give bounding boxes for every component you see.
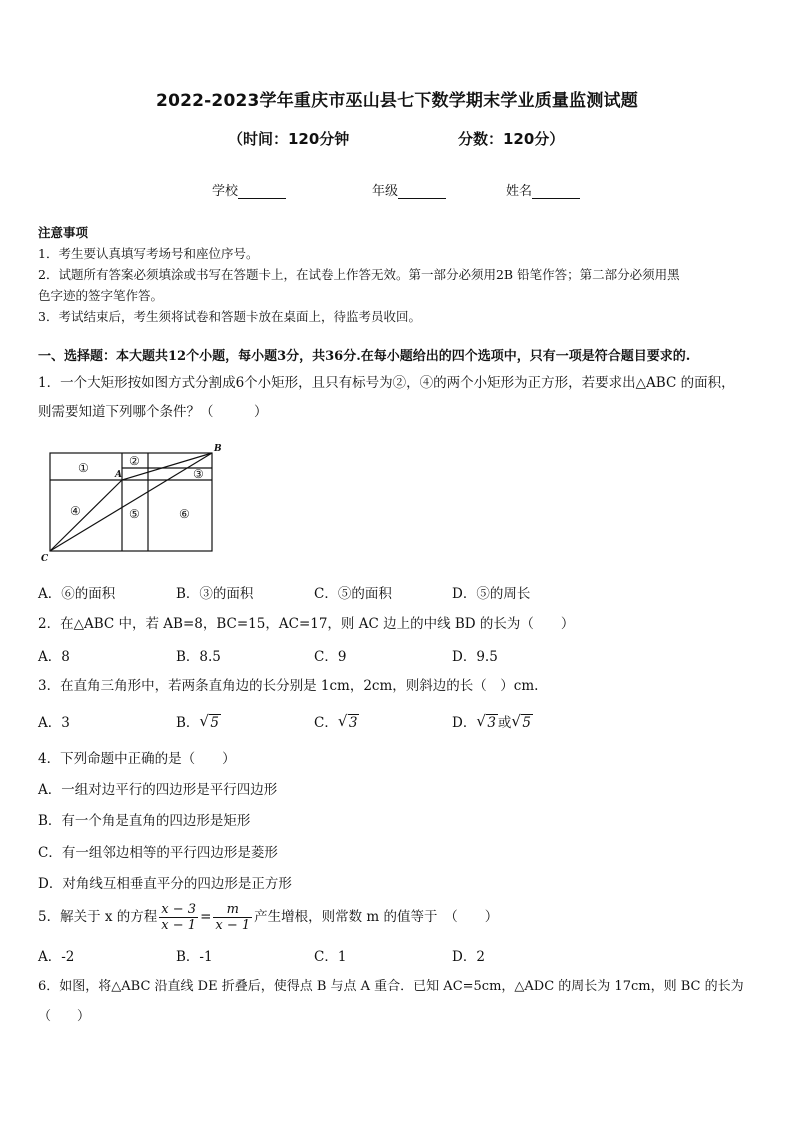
figure-label: ① [78, 461, 89, 475]
q6-line1: 6．如图，将△ABC 沿直线 DE 折叠后，使得点 B 与点 A 重合．已知 AC=5cm，△ADC 的周长为 17cm，则 BC 的长为 [38, 979, 744, 994]
point-c-label: C [41, 554, 49, 564]
notes-item: 2．试题所有答案必须填涂或书写在答题卡上，在试卷上作答无效。第一部分必须用2B 铅笔作答；第二部分必须用黑 [38, 267, 680, 282]
q3-option-b-letter: B． [176, 715, 200, 731]
sqrt-symbol: √ 5 [199, 712, 220, 731]
q1-option-b: B．③的面积 [176, 586, 254, 602]
notes-section [38, 222, 758, 327]
school-label: 学校 [212, 184, 239, 199]
q2-option-b: B．8.5 [176, 649, 221, 665]
grade-field [372, 180, 446, 199]
q5-option-a: A．-2 [38, 949, 75, 965]
notes-item: 3．考试结束后，考生须将试卷和答题卡放在桌面上，待监考员收回。 [38, 309, 421, 324]
figure-label: ⑤ [129, 507, 140, 521]
q3-option-b [176, 711, 221, 731]
q5-suffix: 产生增根，则常数 m 的值等于 （ ） [254, 909, 499, 925]
figure-line-ca [50, 480, 122, 551]
notes-title: 注意事项 [38, 225, 89, 240]
q4-option-a: A．一组对边平行的四边形是平行四边形 [38, 782, 278, 798]
exam-time: （时间：120分钟 [228, 130, 350, 148]
school-blank [238, 184, 286, 199]
grade-label: 年级 [372, 184, 399, 199]
sqrt-symbol: √ 3 [337, 712, 358, 731]
q5-option-d: D．2 [452, 949, 485, 965]
q2-option-a: A．8 [38, 649, 70, 665]
q1-option-d: D．⑤的周长 [452, 586, 531, 602]
q5-option-c: C．1 [314, 949, 347, 965]
question-3: 3．在直角三角形中，若两条直角边的长分别是 1cm，2cm，则斜边的长（ ）cm. [38, 678, 539, 694]
fraction-numerator: m [213, 902, 252, 918]
figure-label: ④ [70, 504, 81, 518]
section-heading: 一、选择题：本大题共12个小题，每小题3分，共36分.在每小题给出的四个选项中，只有一项是符合题目要求的. [38, 349, 691, 364]
question-4: 4．下列命题中正确的是（ ） [38, 751, 236, 767]
fraction-denominator: x − 1 [161, 918, 197, 933]
q5-fraction-right [213, 902, 252, 933]
or-text: 或 [497, 715, 512, 731]
exam-title: 2022-2023学年重庆市巫山县七下数学期末学业质量监测试题 [156, 91, 638, 111]
q3-option-c [314, 711, 359, 731]
q1-option-c: C．⑤的面积 [314, 586, 392, 602]
radicand: 3 [348, 715, 358, 731]
radicand: 5 [522, 715, 532, 731]
name-field [506, 180, 580, 199]
sqrt-symbol: √ 5 [511, 712, 532, 731]
q3-option-d [452, 711, 533, 731]
q5-prefix: 5．解关于 x 的方程 [38, 909, 158, 925]
name-blank [532, 184, 580, 199]
name-label: 姓名 [506, 184, 533, 199]
q6-line2: （ ） [38, 1009, 91, 1024]
q3-option-a: A．3 [38, 715, 70, 731]
figure-label: ② [129, 454, 140, 468]
question-2: 2．在△ABC 中，若 AB=8，BC=15，AC=17，则 AC 边上的中线 BD 的长为（ ） [38, 616, 575, 632]
notes-item: 色字迹的签字笔作答。 [38, 288, 164, 303]
q1-option-a: A．⑥的面积 [38, 586, 116, 602]
radicand: 3 [487, 715, 496, 731]
q5-option-b: B．-1 [176, 949, 213, 965]
point-b-label: B [214, 444, 222, 454]
question-6 [38, 976, 760, 1028]
q2-option-c: C．9 [314, 649, 347, 665]
q1-line2: 则需要知道下列哪个条件？（ ） [38, 404, 268, 420]
grade-blank [398, 184, 446, 199]
fraction-numerator: x − 3 [161, 902, 197, 917]
figure-label: ⑥ [179, 507, 190, 521]
q2-option-d: D．9.5 [452, 649, 498, 665]
figure-label: ③ [193, 467, 204, 481]
q3-option-c-letter: C． [314, 715, 338, 731]
question-5 [38, 898, 760, 936]
q1-figure [38, 440, 228, 565]
q1-line1: 1．一个大矩形按如图方式分割成6个小矩形，且只有标号为②，④的两个小矩形为正方形，若要求出△ABC 的面积， [38, 375, 735, 391]
q5-fraction-left [159, 902, 198, 933]
q4-option-d: D．对角线互相垂直平分的四边形是正方形 [38, 876, 292, 892]
q3-option-d-letter: D． [452, 715, 477, 731]
school-field [212, 180, 286, 199]
sqrt-symbol: √ 3 [476, 712, 496, 731]
notes-item: 1．考生要认真填写考场号和座位序号。 [38, 246, 259, 261]
point-a-label: A [115, 470, 122, 480]
question-1 [38, 372, 760, 423]
radicand: 5 [210, 715, 220, 731]
equals-sign: = [200, 909, 212, 925]
exam-score: 分数：120分） [458, 130, 565, 148]
fraction-denominator: x − 1 [215, 918, 251, 933]
q4-option-c: C．有一组邻边相等的平行四边形是菱形 [38, 845, 278, 861]
q4-option-b: B．有一个角是直角的四边形是矩形 [38, 813, 251, 829]
